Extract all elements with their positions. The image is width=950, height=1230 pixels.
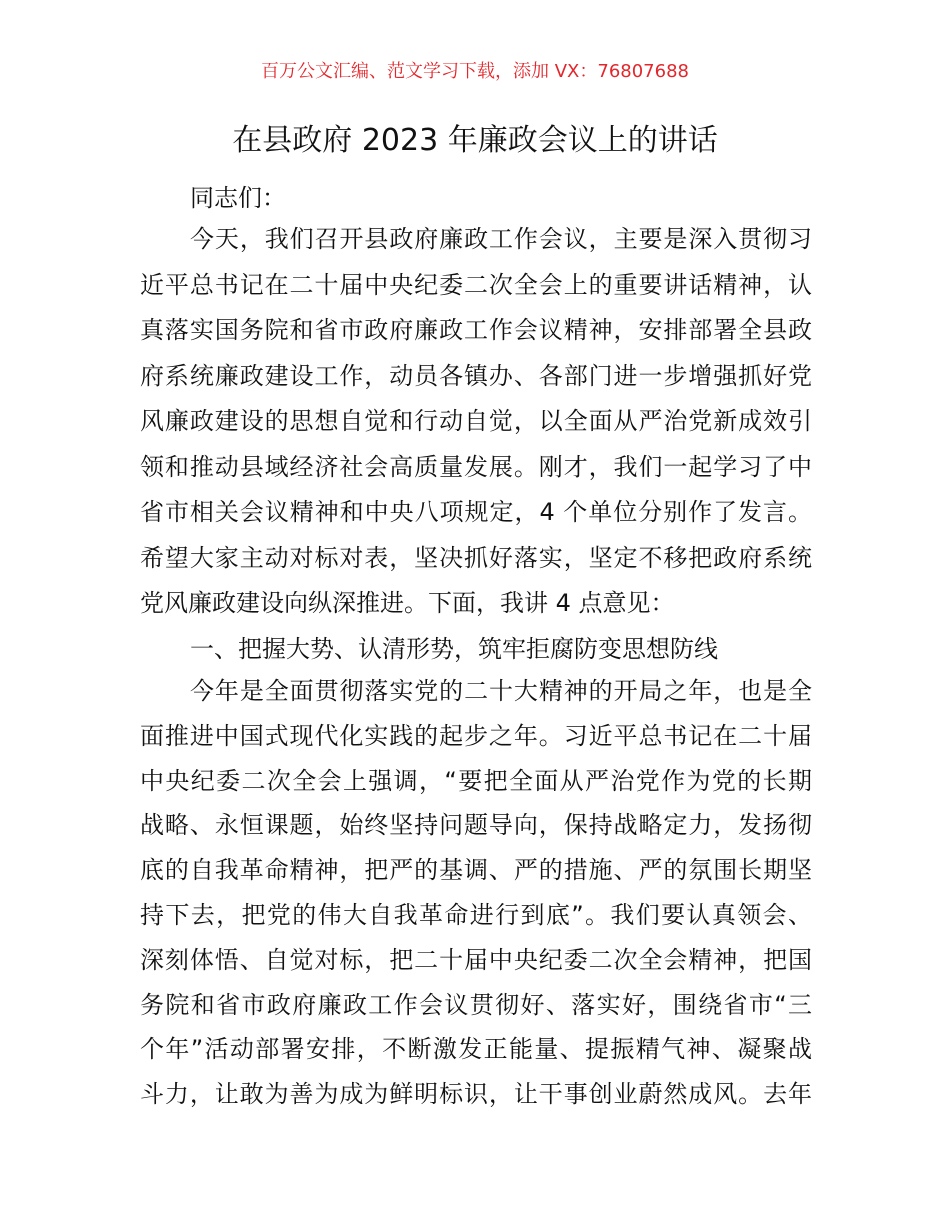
document-title: 在县政府 2023 年廉政会议上的讲话 (232, 123, 718, 158)
text-line: 底的自我革命精神，把严的基调、严的措施、严的氛围长期坚 (140, 856, 812, 885)
text-line: 持下去，把党的伟大自我革命进行到底”。我们要认真领会、 (140, 900, 812, 929)
text-line: 领和推动县域经济社会高质量发展。刚才，我们一起学习了中 (140, 452, 812, 481)
watermark-banner: 百万公文汇编、范文学习下载，添加 VX：76807688 (261, 61, 689, 82)
text-line: 务院和省市政府廉政工作会议贯彻好、落实好，围绕省市“三 (140, 990, 812, 1019)
text-line: 风廉政建设的思想自觉和行动自觉，以全面从严治党新成效引 (140, 407, 812, 435)
text-line: 府系统廉政建设工作，动员各镇办、各部门进一步增强抓好党 (140, 361, 812, 390)
text-line: 今天，我们召开县政府廉政工作会议，主要是深入贯彻习 (190, 225, 812, 253)
paragraph-section1 (140, 669, 812, 1117)
text-line: 今年是全面贯彻落实党的二十大精神的开局之年，也是全 (190, 677, 812, 705)
text-line: 近平总书记在二十届中央纪委二次全会上的重要讲话精神，认 (140, 270, 812, 299)
text-line: 希望大家主动对标对表，坚决抓好落实，坚定不移把政府系统 (140, 543, 812, 572)
text-line: 真落实国务院和省市政府廉政工作会议精神，安排部署全县政 (140, 316, 812, 344)
text-line: 战略、永恒课题，始终坚持问题导向，保持战略定力，发扬彻 (140, 811, 812, 840)
text-line: 党风廉政建设向纵深推进。下面，我讲 4 点意见： (140, 589, 675, 617)
text-line: 中央纪委二次全会上强调，“要把全面从严治党作为党的长期 (140, 766, 812, 795)
text-line: 面推进中国式现代化实践的起步之年。习近平总书记在二十届 (140, 721, 812, 750)
text-line: 斗力，让敢为善为成为鲜明标识，让干事创业蔚然成风。去年 (140, 1080, 812, 1109)
paragraph-intro (140, 217, 812, 672)
text-line: 个年”活动部署安排，不断激发正能量、提振精气神、凝聚战 (140, 1035, 812, 1064)
salutation: 同志们： (190, 184, 286, 212)
section-heading: 一、把握大势、认清形势，筑牢拒腐防变思想防线 (190, 634, 718, 663)
text-line: 省市相关会议精神和中央八项规定，4 个单位分别作了发言。 (140, 498, 812, 526)
text-line: 深刻体悟、自觉对标，把二十届中央纪委二次全会精神，把国 (140, 945, 812, 974)
